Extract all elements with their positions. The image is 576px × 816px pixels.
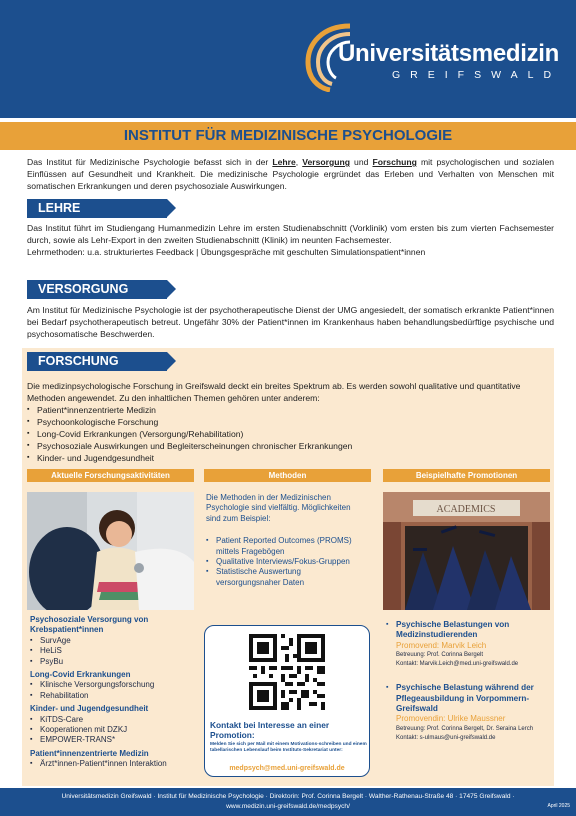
promotion-supervisor: Betreuung: Prof. Corinna Bergelt [396, 652, 484, 659]
activity-item: ▪ Ärzt*innen-Patient*innen Interaktion [30, 759, 195, 769]
footer-address: Universitätsmedizin Greifswald · Institut für Medizinische Psychologie · Direktorin: Prof. Corinna Bergelt · Walther-Rathenau-Straße 48 · 17475 Greifswald · [61, 793, 515, 800]
intro-and: und [349, 157, 373, 167]
method-item: ▪ Patient Reported Outcomes (PROMS) mittels Fragebögen [206, 536, 366, 557]
photo-child-examination-image [27, 492, 194, 610]
versorgung-link[interactable]: Versorgung [302, 157, 350, 167]
footer-website-link[interactable]: www.medizin.uni-greifswald.de/medpsych/ [226, 803, 350, 810]
promotion-bullet-icon: ▪ [386, 621, 389, 628]
topic-item: ▪ Patient*innenzentrierte Medizin [27, 404, 554, 416]
activity-item: ▪ Klinische Versorgungsforschung [30, 680, 195, 690]
footer-date: April 2025 [547, 803, 570, 809]
logo-subtitle: GREIFSWALD [392, 69, 562, 81]
activity-items [30, 715, 195, 746]
contact-text: Melden Sie sich per Mail mit einem Motivations-schreiben und einem tabellarischen Lebenslauf beim Instituts-Sekretariat unter: [210, 742, 367, 753]
contact-box [204, 625, 370, 777]
promotion-contact: Kontakt: s-ulmaus@uni-greifswald.de [396, 734, 496, 741]
activity-item: ▪ KiTDS-Care [30, 715, 195, 725]
forschung-text: Die medizinpsychologische Forschung in Greifswald deckt ein breites Spektrum ab. Es werden sowohl qualitative und quantitative Methoden angewendet. Zu den inhaltlichen Themen gehören unter anderem: [27, 381, 521, 403]
methods-block [206, 493, 366, 588]
versorgung-paragraph: Am Institut für Medizinische Psychologie ist der psychotherapeutische Dienst der UMG angesiedelt, der somatisch erkrankte Patient*innen bei Bedarf psychotherapeutisch betreut. Ungefähr 30% der Patient*innen im Krankenhaus haben behandlungsbedürftige psychische und psychosomatische Beschwerden. [27, 305, 554, 339]
logo-name: Universitätsmedizin [338, 40, 560, 67]
methods-intro: Die Methoden in der Medizinischen Psychologie sind vielfältig. Möglichkeiten sind zum Beispiel: [206, 493, 351, 523]
contact-title: Kontakt bei Interesse an einer Promotion: [210, 720, 330, 740]
title-bar [0, 122, 576, 150]
activity-item: ▪ SurvAge [30, 636, 195, 646]
intro-text-1: Das Institut für Medizinische Psychologie befasst sich in der [27, 157, 273, 167]
col-head-promotions: Beispielhafte Promotionen [383, 469, 550, 482]
promotions-list [386, 620, 551, 743]
forschung-paragraph [27, 380, 554, 464]
activity-item: ▪ Kooperationen mit DZKJ [30, 725, 195, 735]
intro-paragraph [27, 156, 554, 192]
promotion-supervisor: Betreuung: Prof. Corinna Bergelt, Dr. Seraina Lerch [396, 725, 534, 732]
intro-text-2: mit psychologischen und sozialen Einflüssen auf Gesundheit und Krankheit. Die medizinische Psychologie ergründet das Erleben und Verhalten von Menschen mit somatischen Erkrankungen und deren psychosoziale Auswirkungen. [27, 157, 555, 191]
activity-title: Long-Covid Erkrankungen [30, 670, 131, 680]
promotion-entry [386, 683, 551, 743]
lehre-text: Das Institut führt im Studiengang Humanmedizin Lehre im ersten Studienabschnitt (Vorklinik) vom ersten bis zum vierten Fachsemester durch, sowie als Lehr-Export in den zweiten Studienabschnitt (Klinik) im neunten Fachsemester. [27, 223, 554, 245]
promotion-title: Psychische Belastung während der Pflegeausbildung in Vorpommern-Greifswald [396, 683, 534, 714]
forschung-heading: FORSCHUNG [27, 352, 167, 371]
activity-items [30, 680, 195, 701]
topic-item: ▪ Psychosoziale Auswirkungen und Begleiterscheinungen chronischer Erkrankungen [27, 440, 554, 452]
promotion-title: Psychische Belastungen von Medizinstudierenden [396, 620, 510, 640]
activity-item: ▪ EMPOWER-TRANS* [30, 735, 195, 745]
topic-item: ▪ Psychoonkologische Forschung [27, 416, 554, 428]
activity-items [30, 636, 195, 667]
col-head-activities: Aktuelle Forschungsaktivitäten [27, 469, 194, 482]
photo-graduation-image [383, 492, 550, 610]
page-title: INSTITUT FÜR MEDIZINISCHE PSYCHOLOGIE [123, 127, 453, 144]
qr-code-icon[interactable] [249, 634, 325, 710]
promotion-entry [386, 620, 551, 669]
header-banner [0, 0, 576, 118]
col-head-methods: Methoden [204, 469, 371, 482]
method-item: ▪ Statistische Auswertung versorgungsnaher Daten [206, 567, 366, 588]
activity-title: Psychosoziale Versorgung von Krebspatient*innen [30, 615, 149, 635]
lehre-heading: LEHRE [27, 199, 167, 218]
promotion-bullet-icon: ▪ [386, 684, 389, 692]
topic-item: ▪ Kinder- und Jugendgesundheit [27, 452, 554, 464]
forschung-link[interactable]: Forschung [372, 157, 417, 167]
method-item: ▪ Qualitative Interviews/Fokus-Gruppen [206, 557, 366, 567]
photo-child-examination [27, 492, 194, 610]
topic-item: ▪ Long-Covid Erkrankungen (Versorgung/Rehabilitation) [27, 428, 554, 440]
promotion-student: Promovendin: Ulrike Maussner [396, 714, 506, 724]
activities-list [30, 615, 195, 770]
methods-list [206, 536, 366, 588]
lehre-paragraph [27, 222, 554, 258]
footer [0, 788, 576, 816]
activity-title: Kinder- und Jugendgesundheit [30, 704, 149, 714]
contact-email-link[interactable]: medpsych@med.uni-greifswald.de [229, 765, 345, 772]
activity-items [30, 759, 195, 769]
forschung-topic-list [27, 404, 554, 464]
promotion-contact: Kontakt: Marvik.Leich@med.uni-greifswald.de [396, 661, 519, 668]
promotion-student: Promovend: Marvik Leich [396, 640, 487, 650]
versorgung-heading: VERSORGUNG [27, 280, 167, 299]
activity-item: ▪ HeLiS [30, 646, 195, 656]
activity-title: Patient*innenzentrierte Medizin [30, 748, 149, 758]
lehre-link[interactable]: Lehre [272, 157, 296, 167]
intro-sep: , [295, 157, 303, 167]
photo-graduation [383, 492, 550, 610]
lehre-methods: Lehrmethoden: u.a. strukturiertes Feedback | Übungsgespräche mit geschulten Simulationspatient*innen [27, 247, 426, 257]
activity-item: ▪ Rehabilitation [30, 691, 195, 701]
photo-sign-text: ACADEMICS [436, 504, 496, 515]
activity-item: ▪ PsyBu [30, 657, 195, 667]
